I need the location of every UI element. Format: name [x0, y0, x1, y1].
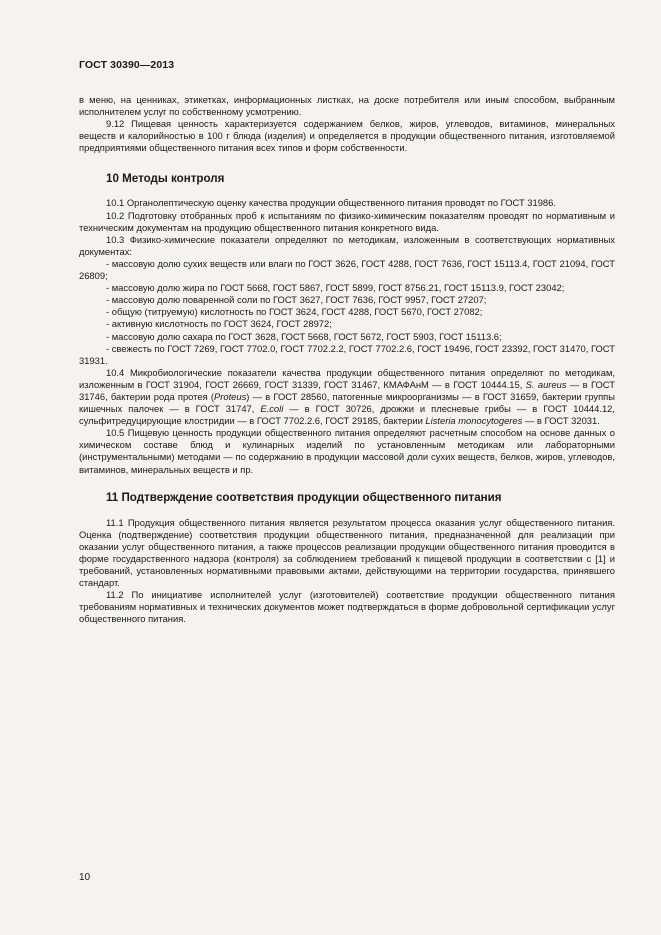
list-item-sugar: - массовую долю сахара по ГОСТ 3628, ГОСТ 5668, ГОСТ 5672, ГОСТ 5903, ГОСТ 15113.6;: [106, 330, 502, 342]
paragraph-10-5: 10.5 Пищевую ценность продукции общественного питания определяют расчетным способом на основе данных о химическом составе блюд и кулинарных изделий по установленным методикам или лабораторными (инструментальными) методами — по содержанию в продукции массовой доли сухих веществ, белков, жиров, углеводов, витаминов, минеральных веществ и пр.: [79, 427, 615, 475]
paragraph-9-12: 9.12 Пищевая ценность характеризуется содержанием белков, жиров, углеводов, витаминов, минеральных веществ и калорийностью в 100 г блюда (изделия) и определяется в продукции общественного питания, изготовляемой предприятиями общественного питания всех типов и форм собственности.: [79, 118, 615, 154]
italic-s-aureus: S. aureus: [525, 378, 567, 390]
list-item-fat: - массовую долю жира по ГОСТ 5668, ГОСТ 5867, ГОСТ 5899, ГОСТ 8756.21, ГОСТ 15113.9, ГОСТ 23042;: [106, 282, 565, 294]
list-item-salt: - массовую долю поваренной соли по ГОСТ 3627, ГОСТ 7636, ГОСТ 9957, ГОСТ 27207;: [106, 294, 487, 306]
page-content: [79, 94, 615, 625]
document-header: ГОСТ 30390—2013: [79, 59, 175, 71]
italic-e-coli: E.coli: [260, 403, 284, 415]
paragraph-10-2: 10.2 Подготовку отобранных проб к испытаниям по физико-химическим показателям проводят по нормативным и техническим документам на продукцию общественного питания конкретного вида.: [79, 209, 615, 233]
paragraph-11-2: 11.2 По инициативе исполнителей услуг (изготовителей) соответствие продукции общественного питания требованиям нормативных и технических документов может подтверждаться в форме добровольной сертификации услуг общественного питания.: [79, 589, 615, 625]
list-item-titratable-acidity: - общую (титруемую) кислотность по ГОСТ 3624, ГОСТ 4288, ГОСТ 5670, ГОСТ 27082;: [106, 306, 483, 318]
list-item-freshness: - свежесть по ГОСТ 7269, ГОСТ 7702.0, ГОСТ 7702.2.2, ГОСТ 7702.2.6, ГОСТ 19496, ГОСТ 23392, ГОСТ 31470, ГОСТ 31931.: [79, 342, 615, 366]
paragraph-10-1: 10.1 Органолептическую оценку качества продукции общественного питания проводят по ГОСТ 31986.: [106, 197, 556, 209]
paragraph-10-4: 10.4 Микробиологические показатели качества продукции общественного питания определяют по методикам, изложенным в ГОСТ 31904, ГОСТ 26669, ГОСТ 31339, ГОСТ 31467, КМАФАнМ — в ГОСТ 10444.15, S. aureus — в ГОСТ 31746, бактерии рода протея (Proteus) — в ГОСТ 28560, патогенные микроорганизмы — в ГОСТ 31659, бактерии группы кишечных палочек — в ГОСТ 31747, E.coli — в ГОСТ 30726, дрожжи и плесневые грибы — в ГОСТ 10444.12, сульфитредуцирующие клостридии — в ГОСТ 7702.2.6, ГОСТ 29185, бактерии Listeria monocytogeres — в ГОСТ 32031.: [79, 366, 615, 427]
italic-proteus: Proteus: [213, 390, 247, 402]
list-item-dry-matter: - массовую долю сухих веществ или влаги по ГОСТ 3626, ГОСТ 4288, ГОСТ 7636, ГОСТ 15113.4, ГОСТ 21094, ГОСТ 26809;: [79, 257, 615, 282]
section-11-heading: 11 Подтверждение соответствия продукции общественного питания: [106, 490, 502, 504]
list-item-active-acidity: - активную кислотность по ГОСТ 3624, ГОСТ 28972;: [106, 318, 332, 330]
section-10-heading: 10 Методы контроля: [106, 172, 225, 186]
italic-listeria: Listeria monocytogeres: [425, 415, 523, 427]
paragraph-10-3: 10.3 Физико-химические показатели определяют по методикам, изложенным в соответствующих нормативных документах:: [79, 233, 615, 257]
paragraph-continuation: в меню, на ценниках, этикетках, информационных листках, на доске потребителя или иным способом, выбранным исполнителем услуг по собственному усмотрению.: [79, 94, 615, 118]
page-number: 10: [79, 872, 91, 883]
paragraph-11-1: 11.1 Продукция общественного питания является результатом процесса оказания услуг общественного питания. Оценка (подтверждение) соответствия продукции общественного питания, предназначенной для реализации при оказании услуг общественного питания, а также процессов реализации продукции общественного питания проводится в форме государственного надзора (контроля) за соблюдением требований к пищевой продукции в соответствии с [1] и требований, установленных нормативными правовыми актами, действующими на территории государства, принявшего стандарт.: [79, 516, 615, 589]
